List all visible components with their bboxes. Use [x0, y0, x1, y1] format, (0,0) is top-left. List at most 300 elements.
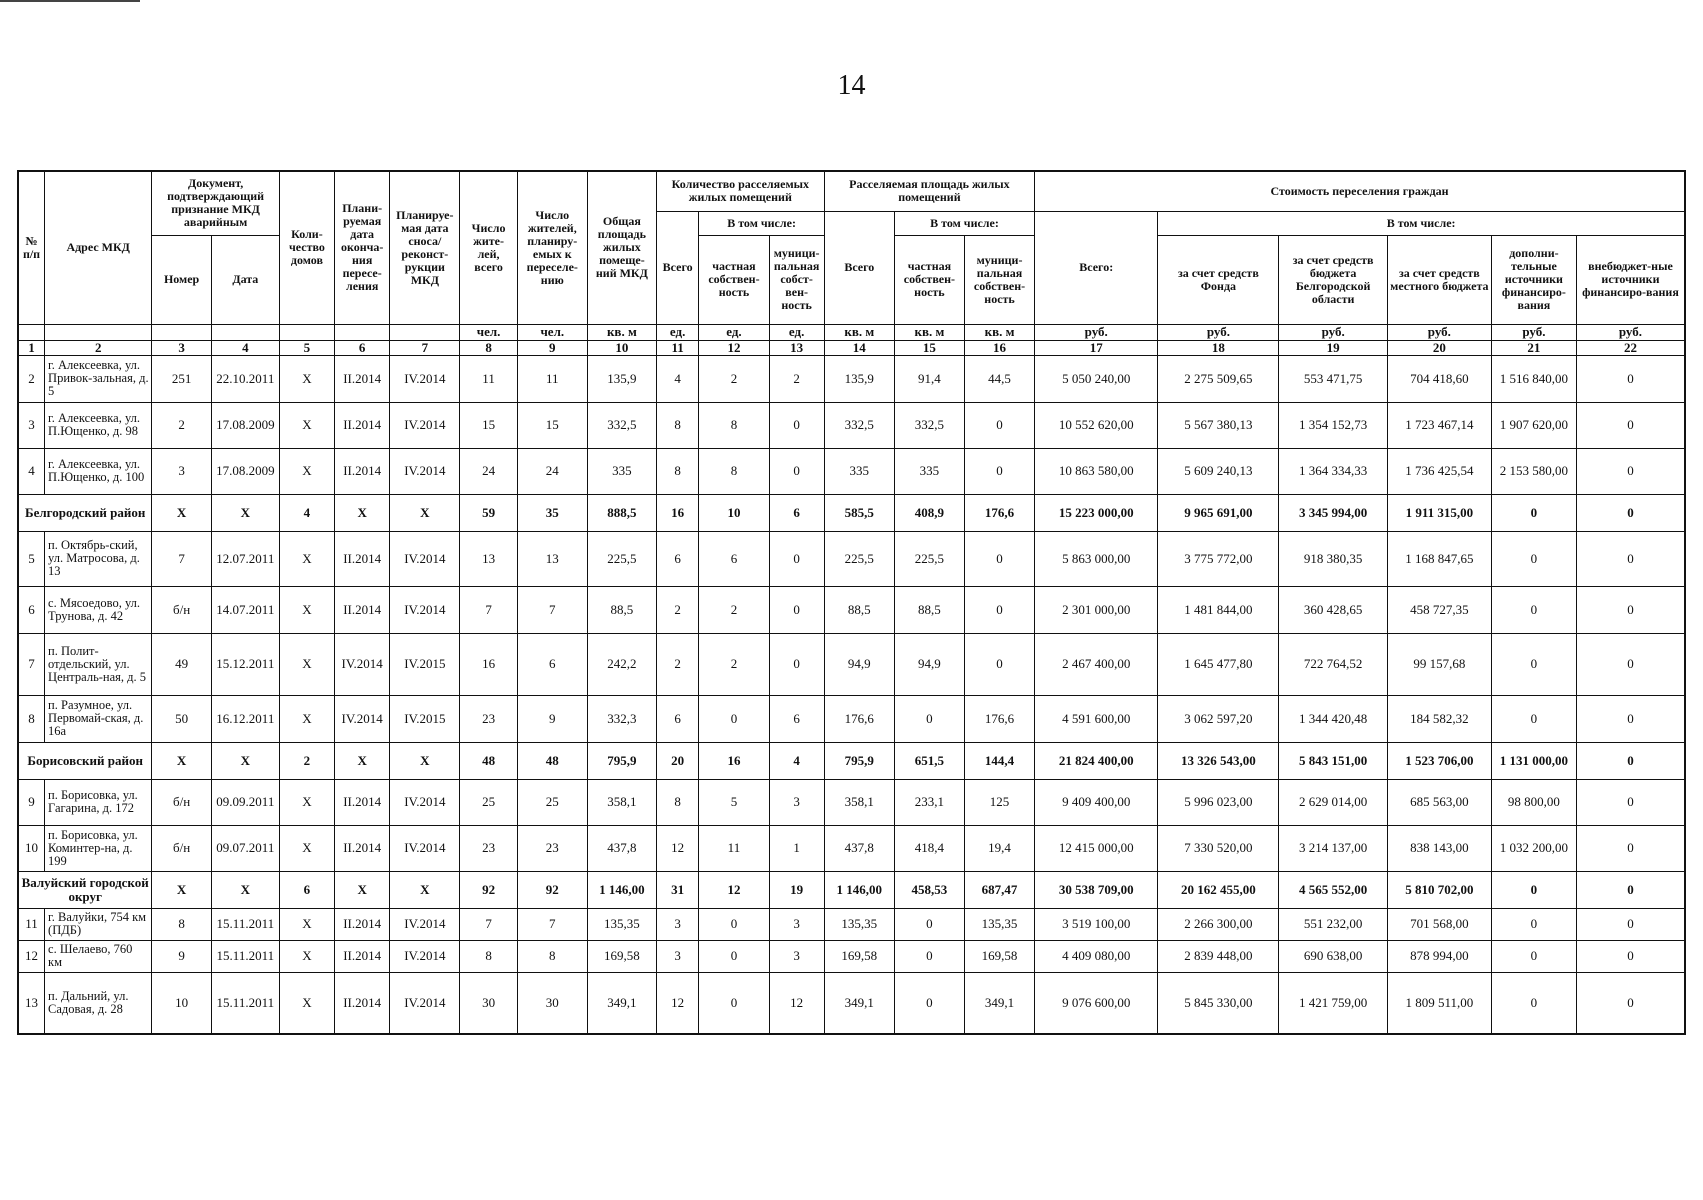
table-cell: 1 131 000,00	[1491, 742, 1576, 779]
column-number-cell: 7	[390, 340, 460, 355]
table-cell: 704 418,60	[1387, 355, 1491, 402]
table-cell: 135,35	[964, 908, 1034, 940]
table-cell: 49	[152, 633, 211, 695]
table-cell: 418,4	[894, 825, 964, 871]
table-cell: 8	[152, 908, 211, 940]
table-cell: 0	[1576, 402, 1685, 448]
column-number-cell: 10	[587, 340, 656, 355]
table-cell: 332,5	[587, 402, 656, 448]
table-cell: 687,47	[964, 871, 1034, 908]
table-cell: 50	[152, 695, 211, 742]
table-cell: 0	[699, 908, 769, 940]
row-number: 7	[18, 633, 45, 695]
table-row	[18, 825, 1685, 871]
table-cell: 35	[517, 494, 587, 531]
table-cell: 0	[1576, 940, 1685, 972]
table-cell: 6	[769, 695, 824, 742]
table-cell: 0	[1576, 355, 1685, 402]
table-row	[18, 972, 1685, 1034]
table-cell: 0	[1576, 742, 1685, 779]
region-name: Борисовский район	[18, 742, 152, 779]
table-cell: 0	[1491, 633, 1576, 695]
table-cell: 0	[964, 402, 1034, 448]
table-cell: 44,5	[964, 355, 1034, 402]
table-cell: 1	[769, 825, 824, 871]
table-cell: 242,2	[587, 633, 656, 695]
table-cell: 0	[1491, 586, 1576, 633]
table-cell: X	[152, 494, 211, 531]
table-cell: 23	[460, 695, 517, 742]
table-cell: 349,1	[587, 972, 656, 1034]
table-cell: 19	[769, 871, 824, 908]
unit-cell: кв. м	[964, 324, 1034, 340]
table-cell: 5 810 702,00	[1387, 871, 1491, 908]
unit-cell	[390, 324, 460, 340]
address-cell: п. Дальний, ул. Садовая, д. 28	[45, 972, 152, 1034]
table-cell: X	[390, 742, 460, 779]
unit-cell: чел.	[460, 324, 517, 340]
table-cell: 2 301 000,00	[1035, 586, 1158, 633]
table-cell: 6	[656, 695, 698, 742]
header-doc-date: Дата	[211, 235, 279, 324]
table-cell: X	[335, 742, 390, 779]
unit-cell: кв. м	[587, 324, 656, 340]
table-cell: 24	[517, 448, 587, 494]
table-cell: X	[211, 494, 279, 531]
row-number: 13	[18, 972, 45, 1034]
header-cost-offbudget: внебюджет-ные источники финансиро-вания	[1576, 235, 1685, 324]
table-cell: 10 863 580,00	[1035, 448, 1158, 494]
table-cell: 0	[1576, 494, 1685, 531]
header-cost-region: за счет средств бюджета Белгородской области	[1279, 235, 1387, 324]
table-cell: 225,5	[824, 531, 894, 586]
table-cell: 408,9	[894, 494, 964, 531]
row-number: 9	[18, 779, 45, 825]
table-cell: 176,6	[964, 494, 1034, 531]
table-cell: б/н	[152, 825, 211, 871]
column-number-cell: 3	[152, 340, 211, 355]
table-cell: 7	[517, 586, 587, 633]
unit-cell: ед.	[699, 324, 769, 340]
table-cell: 6	[769, 494, 824, 531]
table-cell: 3	[769, 940, 824, 972]
address-cell: г. Алексеевка, ул. П.Ющенко, д. 100	[45, 448, 152, 494]
table-row	[18, 908, 1685, 940]
unit-cell	[279, 324, 334, 340]
table-cell: 2	[656, 586, 698, 633]
unit-cell: руб.	[1576, 324, 1685, 340]
table-cell: 878 994,00	[1387, 940, 1491, 972]
table-cell: 0	[1491, 972, 1576, 1034]
table-cell: 176,6	[824, 695, 894, 742]
row-number: 11	[18, 908, 45, 940]
table-cell: 2 153 580,00	[1491, 448, 1576, 494]
table-cell: 21 824 400,00	[1035, 742, 1158, 779]
row-number: 5	[18, 531, 45, 586]
table-cell: X	[279, 586, 334, 633]
table-cell: 169,58	[824, 940, 894, 972]
table-cell: X	[279, 908, 334, 940]
table-cell: 332,5	[824, 402, 894, 448]
table-cell: IV.2014	[390, 940, 460, 972]
table-cell: X	[279, 633, 334, 695]
table-cell: 1 146,00	[824, 871, 894, 908]
unit-cell: руб.	[1387, 324, 1491, 340]
table-cell: X	[390, 871, 460, 908]
table-row	[18, 355, 1685, 402]
address-cell: п. Октябрь-ский, ул. Матросова, д. 13	[45, 531, 152, 586]
table-cell: 335	[824, 448, 894, 494]
table-cell: IV.2014	[390, 779, 460, 825]
table-cell: 2	[699, 355, 769, 402]
table-cell: 8	[656, 779, 698, 825]
table-cell: X	[279, 531, 334, 586]
table-cell: 6	[699, 531, 769, 586]
table-cell: 722 764,52	[1279, 633, 1387, 695]
table-cell: 135,35	[824, 908, 894, 940]
table-cell: 0	[894, 940, 964, 972]
column-number-cell: 11	[656, 340, 698, 355]
table-cell: IV.2015	[390, 695, 460, 742]
table-cell: 15.11.2011	[211, 972, 279, 1034]
table-cell: 92	[517, 871, 587, 908]
column-number-cell: 18	[1158, 340, 1279, 355]
header-houses-count: Коли-чество домов	[279, 171, 334, 324]
row-number: 12	[18, 940, 45, 972]
column-number-cell: 14	[824, 340, 894, 355]
table-cell: 13 326 543,00	[1158, 742, 1279, 779]
table-cell: 12	[656, 972, 698, 1034]
table-cell: X	[390, 494, 460, 531]
header-area-resettled: Расселяемая площадь жилых помещений	[824, 171, 1034, 211]
table-cell: 92	[460, 871, 517, 908]
table-cell: 437,8	[824, 825, 894, 871]
header-cost-total: Всего:	[1035, 211, 1158, 324]
table-cell: 24	[460, 448, 517, 494]
table-cell: 0	[1576, 695, 1685, 742]
unit-cell	[152, 324, 211, 340]
header-cost: Стоимость переселения граждан	[1035, 171, 1685, 211]
unit-cell: ед.	[656, 324, 698, 340]
unit-cell: кв. м	[894, 324, 964, 340]
table-cell: 233,1	[894, 779, 964, 825]
address-cell: г. Алексеевка, ул. П.Ющенко, д. 98	[45, 402, 152, 448]
table-cell: 9	[152, 940, 211, 972]
header-cost-additional: дополни-тельные источники финансиро-вания	[1491, 235, 1576, 324]
header-residents-planned: Число жителей, планиру-емых к переселе-нию	[517, 171, 587, 324]
table-cell: 3 519 100,00	[1035, 908, 1158, 940]
table-cell: 31	[656, 871, 698, 908]
table-cell: 91,4	[894, 355, 964, 402]
table-cell: 2	[656, 633, 698, 695]
table-cell: 0	[769, 531, 824, 586]
table-row	[18, 779, 1685, 825]
table-cell: 169,58	[587, 940, 656, 972]
table-cell: 1 421 759,00	[1279, 972, 1387, 1034]
table-cell: 0	[964, 448, 1034, 494]
table-cell: 99 157,68	[1387, 633, 1491, 695]
table-cell: 1 516 840,00	[1491, 355, 1576, 402]
table-cell: 335	[894, 448, 964, 494]
table-cell: 12	[656, 825, 698, 871]
table-cell: 651,5	[894, 742, 964, 779]
header-planned-end: Плани-руемая дата оконча-ния пересе-ления	[335, 171, 390, 324]
table-cell: 458 727,35	[1387, 586, 1491, 633]
table-cell: 0	[964, 531, 1034, 586]
table-cell: 2 839 448,00	[1158, 940, 1279, 972]
table-cell: 5 996 023,00	[1158, 779, 1279, 825]
table-cell: 12	[699, 871, 769, 908]
column-number-cell: 15	[894, 340, 964, 355]
header-rooms-municipal: муници-пальная собст-вен-ность	[769, 235, 824, 324]
table-cell: 135,35	[587, 908, 656, 940]
table-cell: 0	[1576, 448, 1685, 494]
address-cell: г. Алексеевка, ул. Привок-зальная, д. 5	[45, 355, 152, 402]
table-cell: IV.2014	[390, 402, 460, 448]
table-cell: II.2014	[335, 531, 390, 586]
table-row	[18, 633, 1685, 695]
table-cell: 15.12.2011	[211, 633, 279, 695]
table-cell: 8	[699, 448, 769, 494]
unit-cell	[211, 324, 279, 340]
column-number-row	[18, 340, 1685, 355]
table-cell: II.2014	[335, 355, 390, 402]
table-cell: 59	[460, 494, 517, 531]
table-cell: 30 538 709,00	[1035, 871, 1158, 908]
page-number: 14	[837, 70, 866, 101]
address-cell: с. Мясоедово, ул. Трунова, д. 42	[45, 586, 152, 633]
table-cell: 135,9	[824, 355, 894, 402]
table-cell: 0	[1576, 779, 1685, 825]
table-cell: 2	[769, 355, 824, 402]
table-cell: 12	[769, 972, 824, 1034]
table-cell: X	[279, 940, 334, 972]
table-cell: X	[152, 871, 211, 908]
table-cell: II.2014	[335, 908, 390, 940]
column-number-cell: 21	[1491, 340, 1576, 355]
subtotal-row	[18, 494, 1685, 531]
table-cell: 1 911 315,00	[1387, 494, 1491, 531]
table-cell: 125	[964, 779, 1034, 825]
table-cell: 30	[460, 972, 517, 1034]
table-cell: 88,5	[587, 586, 656, 633]
table-cell: 0	[699, 695, 769, 742]
table-body	[18, 324, 1685, 1034]
resettlement-table	[17, 170, 1686, 1035]
column-number-cell: 17	[1035, 340, 1158, 355]
table-cell: 10 552 620,00	[1035, 402, 1158, 448]
table-cell: 0	[1491, 494, 1576, 531]
table-cell: 11	[517, 355, 587, 402]
table-cell: 4 409 080,00	[1035, 940, 1158, 972]
table-cell: 358,1	[824, 779, 894, 825]
row-number: 10	[18, 825, 45, 871]
header-num: № п/п	[18, 171, 45, 324]
unit-cell: ед.	[769, 324, 824, 340]
table-cell: 1 344 420,48	[1279, 695, 1387, 742]
table-cell: 4	[656, 355, 698, 402]
table-cell: 0	[894, 908, 964, 940]
header-cost-fund: за счет средств Фонда	[1158, 235, 1279, 324]
header-area-municipal: муници-пальная собствен-ность	[964, 235, 1034, 324]
table-cell: 16	[460, 633, 517, 695]
header-planned-demolition: Планируе-мая дата сноса/ реконст-рукции МКД	[390, 171, 460, 324]
table-cell: 2 467 400,00	[1035, 633, 1158, 695]
row-number: 4	[18, 448, 45, 494]
table-cell: 11	[699, 825, 769, 871]
header-rooms-incl: В том числе:	[699, 211, 824, 235]
table-cell: 19,4	[964, 825, 1034, 871]
table-cell: 30	[517, 972, 587, 1034]
table-cell: 17.08.2009	[211, 402, 279, 448]
table-cell: 7	[460, 586, 517, 633]
table-cell: 144,4	[964, 742, 1034, 779]
table-cell: IV.2014	[390, 531, 460, 586]
table-cell: II.2014	[335, 972, 390, 1034]
row-number: 2	[18, 355, 45, 402]
table-cell: 25	[460, 779, 517, 825]
unit-cell: кв. м	[824, 324, 894, 340]
table-cell: 5 609 240,13	[1158, 448, 1279, 494]
table-cell: 8	[460, 940, 517, 972]
table-cell: 2	[279, 742, 334, 779]
table-cell: 225,5	[894, 531, 964, 586]
table-row	[18, 586, 1685, 633]
address-cell: п. Разумное, ул. Первомай-ская, д. 16а	[45, 695, 152, 742]
column-number-cell: 19	[1279, 340, 1387, 355]
table-cell: 0	[1491, 940, 1576, 972]
table-cell: 25	[517, 779, 587, 825]
address-cell: с. Шелаево, 760 км	[45, 940, 152, 972]
unit-cell: руб.	[1158, 324, 1279, 340]
table-cell: IV.2014	[335, 633, 390, 695]
table-cell: 09.07.2011	[211, 825, 279, 871]
table-cell: 0	[964, 633, 1034, 695]
table-cell: 10	[152, 972, 211, 1034]
table-cell: IV.2014	[390, 908, 460, 940]
table-cell: 349,1	[964, 972, 1034, 1034]
table-cell: 4	[279, 494, 334, 531]
table-cell: 48	[460, 742, 517, 779]
table-cell: 458,53	[894, 871, 964, 908]
header-rooms-private: частная собствен-ность	[699, 235, 769, 324]
table-cell: X	[279, 779, 334, 825]
table-cell: 6	[656, 531, 698, 586]
table-cell: 184 582,32	[1387, 695, 1491, 742]
table-cell: X	[279, 355, 334, 402]
table-cell: 169,58	[964, 940, 1034, 972]
table-cell: 0	[769, 586, 824, 633]
table-cell: 0	[769, 448, 824, 494]
table-cell: б/н	[152, 779, 211, 825]
column-number-cell: 22	[1576, 340, 1685, 355]
table-cell: 5 843 151,00	[1279, 742, 1387, 779]
column-number-cell: 8	[460, 340, 517, 355]
table-cell: 7	[460, 908, 517, 940]
table-cell: X	[279, 402, 334, 448]
table-cell: 2	[699, 586, 769, 633]
column-number-cell: 4	[211, 340, 279, 355]
header-row-1	[18, 171, 1685, 211]
header-cost-incl: В том числе:	[1158, 211, 1685, 235]
address-cell: г. Валуйки, 754 км (ПДБ)	[45, 908, 152, 940]
table-row	[18, 448, 1685, 494]
table-cell: 1 523 706,00	[1387, 742, 1491, 779]
address-cell: п. Борисовка, ул. Коминтер-на, д. 199	[45, 825, 152, 871]
table-row	[18, 531, 1685, 586]
row-number: 3	[18, 402, 45, 448]
table-cell: 10	[699, 494, 769, 531]
region-name: Белгородский район	[18, 494, 152, 531]
table-cell: 7	[152, 531, 211, 586]
table-cell: 13	[460, 531, 517, 586]
subtotal-row	[18, 742, 1685, 779]
table-cell: 1 723 467,14	[1387, 402, 1491, 448]
table-cell: 14.07.2011	[211, 586, 279, 633]
table-cell: 1 354 152,73	[1279, 402, 1387, 448]
table-cell: 4	[769, 742, 824, 779]
table-cell: 98 800,00	[1491, 779, 1576, 825]
table-cell: 0	[894, 695, 964, 742]
table-cell: 0	[1576, 972, 1685, 1034]
table-cell: X	[279, 972, 334, 1034]
table-cell: 2 275 509,65	[1158, 355, 1279, 402]
table-cell: 1 364 334,33	[1279, 448, 1387, 494]
table-cell: 685 563,00	[1387, 779, 1491, 825]
table-cell: IV.2014	[390, 355, 460, 402]
table-cell: X	[211, 871, 279, 908]
table-cell: X	[279, 448, 334, 494]
table-cell: IV.2014	[390, 448, 460, 494]
table-cell: 437,8	[587, 825, 656, 871]
table-cell: 0	[1576, 825, 1685, 871]
table-cell: 2 266 300,00	[1158, 908, 1279, 940]
table-cell: 09.09.2011	[211, 779, 279, 825]
unit-cell: чел.	[517, 324, 587, 340]
table-cell: 795,9	[587, 742, 656, 779]
table-cell: X	[279, 825, 334, 871]
table-cell: 4 565 552,00	[1279, 871, 1387, 908]
table-cell: 9	[517, 695, 587, 742]
table-cell: 9 076 600,00	[1035, 972, 1158, 1034]
table-cell: X	[279, 695, 334, 742]
column-number-cell: 9	[517, 340, 587, 355]
header-address: Адрес МКД	[45, 171, 152, 324]
table-cell: 551 232,00	[1279, 908, 1387, 940]
table-cell: 1 907 620,00	[1491, 402, 1576, 448]
address-cell: п. Полит-отдельский, ул. Централь-ная, д. 5	[45, 633, 152, 695]
table-cell: 2	[699, 633, 769, 695]
unit-cell	[18, 324, 45, 340]
table-row	[18, 940, 1685, 972]
table-cell: 15	[517, 402, 587, 448]
table-cell: 12 415 000,00	[1035, 825, 1158, 871]
table-cell: 15 223 000,00	[1035, 494, 1158, 531]
table-cell: II.2014	[335, 402, 390, 448]
table-cell: 15	[460, 402, 517, 448]
table-cell: 5 567 380,13	[1158, 402, 1279, 448]
column-number-cell: 1	[18, 340, 45, 355]
table-cell: X	[152, 742, 211, 779]
header-area-private: частная собствен-ность	[894, 235, 964, 324]
table-cell: IV.2015	[390, 633, 460, 695]
table-cell: 3	[656, 908, 698, 940]
table-cell: 0	[769, 633, 824, 695]
table-cell: 0	[1491, 695, 1576, 742]
table-cell: 1 481 844,00	[1158, 586, 1279, 633]
table-cell: 12.07.2011	[211, 531, 279, 586]
table-cell: II.2014	[335, 779, 390, 825]
